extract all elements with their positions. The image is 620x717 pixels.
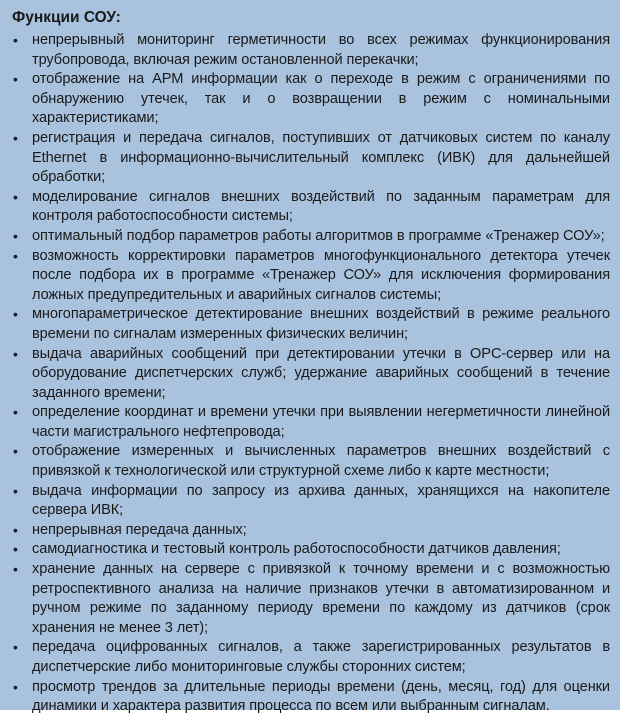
list-item-text: отображение на АРМ информации как о переходе в режим с ограничениями по обнаружению утечек, так и о возвращении в режим с номинальными характеристиками;: [32, 71, 610, 127]
list-item-text: возможность корректировки параметров многофункционального детектора утечек после подбора их в программе «Тренажер СОУ» для исключения формирования ложных предупредительных и аварийных сигналов системы;: [32, 247, 610, 303]
panel-title: Функции СОУ:: [12, 9, 121, 26]
list-item-text: непрерывный мониторинг герметичности во всех режимах функционирования трубопровода, включая режим остановленной перекачки;: [32, 32, 610, 68]
list-item-text: просмотр трендов за длительные периоды времени (день, месяц, год) для оценки динамики и характера развития процесса по всем или выбранным сигналам.: [32, 678, 610, 715]
list-item: [12, 442, 610, 481]
list-item: [12, 227, 610, 247]
bullet-icon: •: [13, 306, 18, 323]
list-item: [12, 678, 610, 717]
bullet-icon: •: [13, 345, 18, 362]
list-item-text: регистрация и передача сигналов, поступивших от датчиковых систем по каналу Ethernet в информационно-вычислительный комплекс (ИВК) для дальнейшей обработки;: [32, 129, 610, 186]
list-item: [12, 305, 610, 344]
list-item: [12, 345, 610, 404]
list-item-text: непрерывная передача данных;: [32, 521, 247, 538]
list-item: [12, 129, 610, 188]
bullet-icon: •: [13, 227, 18, 244]
bullet-icon: •: [13, 521, 18, 538]
bullet-icon: •: [13, 247, 18, 264]
list-item: [12, 188, 610, 227]
bullet-icon: •: [13, 639, 18, 656]
list-item-text: самодиагностика и тестовый контроль работоспособности датчиков давления;: [32, 541, 561, 558]
list-item-text: моделирование сигналов внешних воздействий по заданным параметрам для контроля работоспособности системы;: [32, 188, 610, 225]
bullet-icon: •: [13, 404, 18, 421]
list-item-text: отображение измеренных и вычисленных параметров внешних воздействий с привязкой к технологической или структурной схеме либо к карте местности;: [32, 443, 610, 480]
list-item-text: многопараметрическое детектирование внешних воздействий в режиме реального времени по сигналам измеренных физических величин;: [32, 306, 610, 342]
list-item-text: выдача информации по запросу из архива данных, хранящихся на накопителе сервера ИВК;: [32, 482, 610, 519]
list-item: [12, 482, 610, 521]
list-item-text: оптимальный подбор параметров работы алгоритмов в программе «Тренажер СОУ»;: [32, 227, 605, 244]
bullet-icon: •: [13, 188, 18, 205]
list-item: [12, 247, 610, 306]
list-item: [12, 403, 610, 442]
list-item: [12, 560, 610, 638]
list-item: [12, 70, 610, 129]
bullet-icon: •: [13, 32, 18, 48]
list-item: [12, 521, 610, 541]
bullet-icon: •: [13, 71, 18, 88]
bullet-icon: •: [13, 129, 18, 146]
bullet-icon: •: [13, 482, 18, 499]
bullet-icon: •: [13, 561, 18, 578]
list-item-text: хранение данных на сервере с привязкой к точному времени и с возможностью ретроспективного анализа на наличие признаков утечки в автоматизированном и ручном режиме по заданному периоду времени по каждому из датчиков (срок хранения не менее 3 лет);: [32, 561, 610, 636]
list-item-text: определение координат и времени утечки при выявлении негерметичности линейной части магистрального нефтепровода;: [32, 404, 610, 440]
list-item: [12, 540, 610, 560]
bullet-icon: •: [13, 443, 18, 460]
bullet-icon: •: [13, 541, 18, 558]
list-item: [12, 638, 610, 677]
list-item: [12, 31, 610, 70]
functions-list: [12, 31, 610, 717]
bullet-icon: •: [13, 678, 18, 695]
list-item-text: передача оцифрованных сигналов, а также зарегистрированных результатов в диспетчерские либо мониторинговые службы сторонних систем;: [32, 639, 610, 675]
list-item-text: выдача аварийных сообщений при детектировании утечки в OPC-сервер или на оборудование диспетчерских служб; удержание аварийных сообщений в течение заданного времени;: [32, 345, 610, 401]
